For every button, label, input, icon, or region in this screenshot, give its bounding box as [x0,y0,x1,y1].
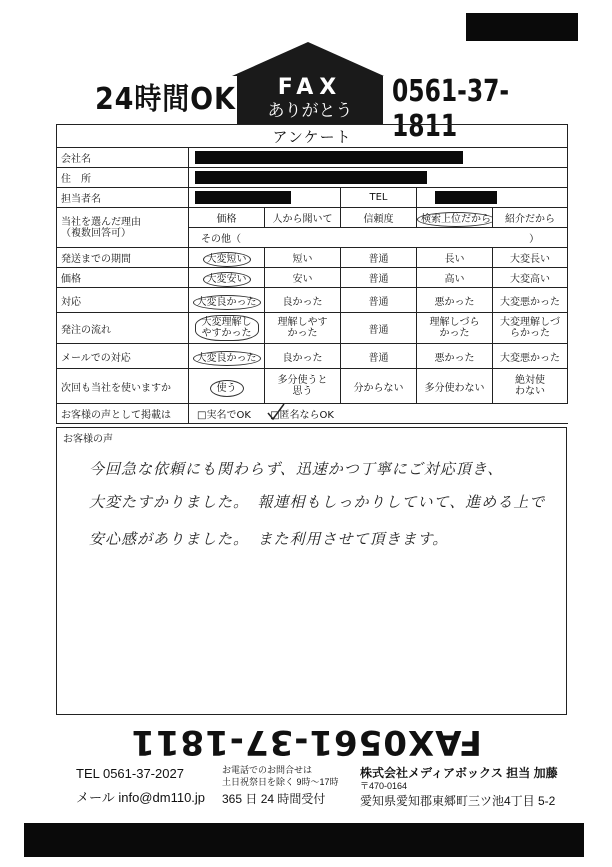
redaction-bar [195,191,291,204]
publish-options [189,404,568,424]
footer-address: 愛知県愛知郡東郷町三ツ池4丁目 5-2 [360,794,556,808]
rating-option[interactable]: 普通 [341,344,417,369]
rating-option[interactable]: 悪かった [417,344,493,369]
reason-other-field[interactable] [189,228,568,248]
rating-label: 発注の流れ [57,313,189,344]
rating-option[interactable]: 長い [417,248,493,268]
rating-option[interactable]: 短い [265,248,341,268]
mirrored-fax-number: FAX0561-37-1811 [130,722,482,762]
company-row [57,148,568,168]
selection-circle: 大変理解しやすかった [195,315,259,341]
reason-option-selected[interactable] [417,208,493,228]
reason-row [57,208,568,228]
rating-label: 対応 [57,288,189,313]
reason-other-close: ） [529,234,540,245]
rating-label: 価格 [57,268,189,288]
rating-option-selected[interactable] [189,313,265,344]
rating-option[interactable]: 悪かった [417,288,493,313]
selection-circle: 使う [210,380,244,397]
rating-option[interactable]: 高い [417,268,493,288]
rating-row [57,313,568,344]
rating-row [57,369,568,404]
contact-label: 担当者名 [57,188,189,208]
rating-row [57,288,568,313]
selection-circle: 検索上位だから [417,212,493,227]
footer-mail[interactable]: メール info@dm110.jp [76,790,206,805]
customer-voice-box [56,427,567,715]
rating-row [57,268,568,288]
reason-sublabel: （複数回答可） [61,227,131,239]
rating-option-selected[interactable] [189,344,265,369]
voice-line-2: 大変たすかりました。 報連相もしっかりしていて、進める上で [89,493,546,511]
footer-hours: 365 日 24 時間受付 [222,792,326,806]
tel-field[interactable] [417,188,568,208]
footer-zip: 〒470-0164 [360,781,408,791]
rating-option[interactable]: 大変悪かった [493,344,568,369]
reason-option[interactable]: 紹介だから [493,208,568,228]
address-field[interactable] [189,168,568,188]
header-thanks: ありがとう [267,101,353,121]
redaction-bar-bottom [24,823,584,857]
rating-option[interactable]: 大変長い [493,248,568,268]
voice-line-1: 今回急な依頼にも関わらず、迅速かつ丁寧にご対応頂き、 [89,460,504,478]
tel-label: TEL [341,188,417,208]
reason-other-label: その他（ [201,234,241,245]
publish-option-real-name[interactable]: □実名でOK [197,410,251,421]
rating-option[interactable]: 大変高い [493,268,568,288]
header-fax-label: FAX [277,75,343,100]
contact-field[interactable] [189,188,341,208]
rating-option[interactable]: 大変悪かった [493,288,568,313]
rating-option[interactable]: 分からない [341,369,417,404]
rating-option[interactable]: 安い [265,268,341,288]
selection-circle: 大変安い [203,272,251,287]
address-row [57,168,568,188]
rating-option[interactable]: 理解しやすかった [265,313,341,344]
rating-option[interactable]: 普通 [341,248,417,268]
rating-option[interactable]: 多分使うと思う [265,369,341,404]
reason-label: 当社を選んだ理由 [61,216,141,228]
reason-option[interactable]: 価格 [189,208,265,228]
company-field[interactable] [189,148,568,168]
rating-option[interactable]: 絶対使わない [493,369,568,404]
reason-label-cell [57,208,189,248]
rating-label: 発送までの期間 [57,248,189,268]
header-fax-number: 0561-37-1811 [392,74,510,144]
selection-circle: 大変短い [203,252,251,267]
publish-label: お客様の声として掲載は [57,404,189,424]
customer-voice-label: お客様の声 [63,434,113,445]
rating-option-selected[interactable] [189,369,265,404]
survey-title: アンケート [57,125,568,148]
footer-phone-note [222,764,339,788]
redaction-bar [195,171,427,184]
rating-option-selected[interactable] [189,268,265,288]
company-label: 会社名 [57,148,189,168]
header-24h-ok: 24時間OK [95,82,236,117]
reason-option[interactable]: 信頼度 [341,208,417,228]
rating-option[interactable]: 普通 [341,313,417,344]
survey-table [56,124,568,424]
redaction-bar-top [466,13,578,41]
rating-label: メールでの対応 [57,344,189,369]
rating-option[interactable]: 多分使わない [417,369,493,404]
publish-option-anonymous[interactable] [270,410,334,421]
reason-option[interactable]: 人から聞いて [265,208,341,228]
voice-line-3: 安心感がありました。 また利用させて頂きます。 [89,530,449,548]
address-label: 住 所 [57,168,189,188]
rating-option-selected[interactable] [189,248,265,268]
footer-tel: TEL 0561-37-2027 [76,766,184,781]
check-mark-icon [266,404,286,423]
footer-phone-note-2: 土日祝祭日を除く 9時〜17時 [222,777,339,787]
rating-option[interactable]: 理解しづらかった [417,313,493,344]
contact-row [57,188,568,208]
selection-circle: 大変良かった [193,295,261,310]
rating-option[interactable]: 大変理解しづらかった [493,313,568,344]
rating-option[interactable]: 普通 [341,268,417,288]
header-fax-box [237,76,383,124]
redaction-bar [435,191,497,204]
footer-phone-note-1: お電話でのお問合せは [222,765,313,775]
publish-row [57,404,568,424]
selection-circle: 大変良かった [193,351,261,366]
rating-option[interactable]: 良かった [265,344,341,369]
roof-shape [232,40,384,76]
rating-option[interactable]: 普通 [341,288,417,313]
rating-label: 次回も当社を使いますか [57,369,189,404]
rating-option-selected[interactable] [189,288,265,313]
rating-option[interactable]: 良かった [265,288,341,313]
footer-company: 株式会社メディアボックス 担当 加藤 [360,766,558,780]
rating-row [57,344,568,369]
rating-row [57,248,568,268]
publish-option-anonymous-label: □匿名ならOK [270,410,334,421]
redaction-bar [195,151,463,164]
